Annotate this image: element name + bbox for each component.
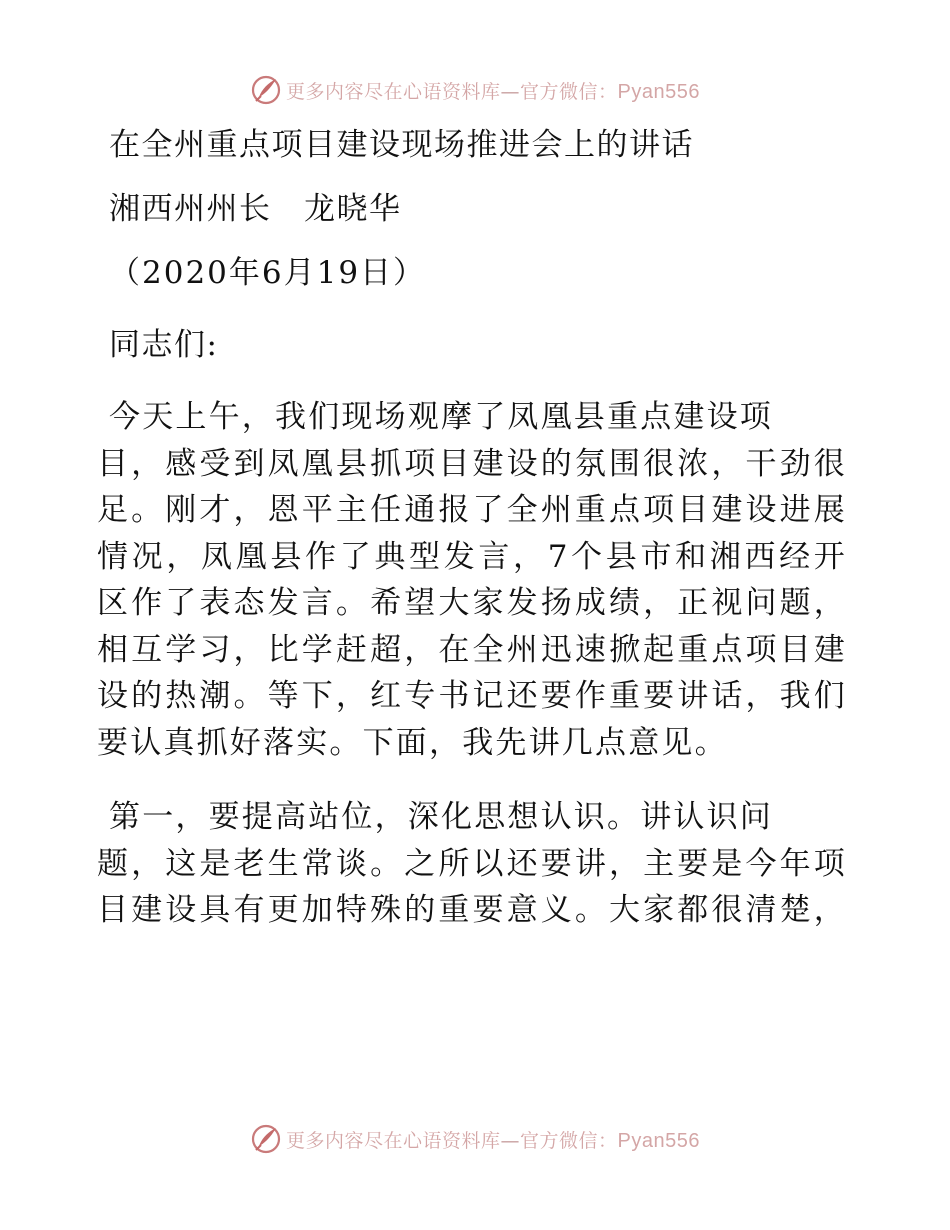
watermark-text — [286, 77, 700, 104]
watermark-cn: 更多内容尽在心语资料库 — [286, 1129, 501, 1152]
watermark-cn: 更多内容尽在心语资料库 — [286, 80, 501, 103]
quill-pen-logo-icon — [250, 74, 282, 106]
watermark-label: 官方微信： — [520, 1129, 618, 1152]
paragraph-line: 今天上午，我们现场观摩了凤凰县重点建设项 — [109, 399, 773, 435]
footer-watermark — [0, 1121, 950, 1157]
watermark-dash: — — [500, 80, 521, 103]
document-title: 在全州重点项目建设现场推进会上的讲话 — [109, 127, 694, 163]
paragraph-line: 设的热潮。等下，红专书记还要作重要讲话，我们 — [97, 678, 847, 714]
paragraph-1 — [97, 394, 847, 766]
document-salutation: 同志们: — [109, 327, 219, 363]
paragraph-2 — [97, 794, 847, 934]
paragraph-line: 相互学习，比学赶超，在全州迅速掀起重点项目建 — [97, 631, 847, 668]
paragraph-line: 题，这是老生常谈。之所以还要讲，主要是今年项 — [97, 845, 847, 882]
paragraph-line: 情况，凤凰县作了典型发言，7个县市和湘西经开 — [97, 538, 847, 575]
document-date: （2020年6月19日） — [109, 255, 427, 291]
paragraph-line: 目，感受到凤凰县抓项目建设的氛围很浓，干劲很 — [97, 445, 847, 482]
quill-pen-logo-icon — [250, 1123, 282, 1155]
watermark-text — [286, 1126, 700, 1153]
paragraph-line: 目建设具有更加特殊的重要意义。大家都很清楚， — [97, 892, 847, 928]
paragraph-line: 足。刚才，恩平主任通报了全州重点项目建设进展 — [97, 492, 847, 528]
paragraph-line: 要认真抓好落实。下面，我先讲几点意见。 — [97, 724, 728, 761]
paragraph-line: 区作了表态发言。希望大家发扬成绩，正视问题， — [97, 585, 847, 621]
document-author: 湘西州州长 龙晓华 — [109, 191, 402, 227]
header-watermark — [0, 72, 950, 108]
watermark-id: Pyan556 — [617, 1129, 700, 1152]
paragraph-line: 第一，要提高站位，深化思想认识。讲认识问 — [109, 799, 773, 835]
watermark-id: Pyan556 — [617, 80, 700, 103]
document-body — [97, 120, 857, 934]
watermark-dash: — — [500, 1129, 521, 1152]
watermark-label: 官方微信： — [520, 80, 618, 103]
